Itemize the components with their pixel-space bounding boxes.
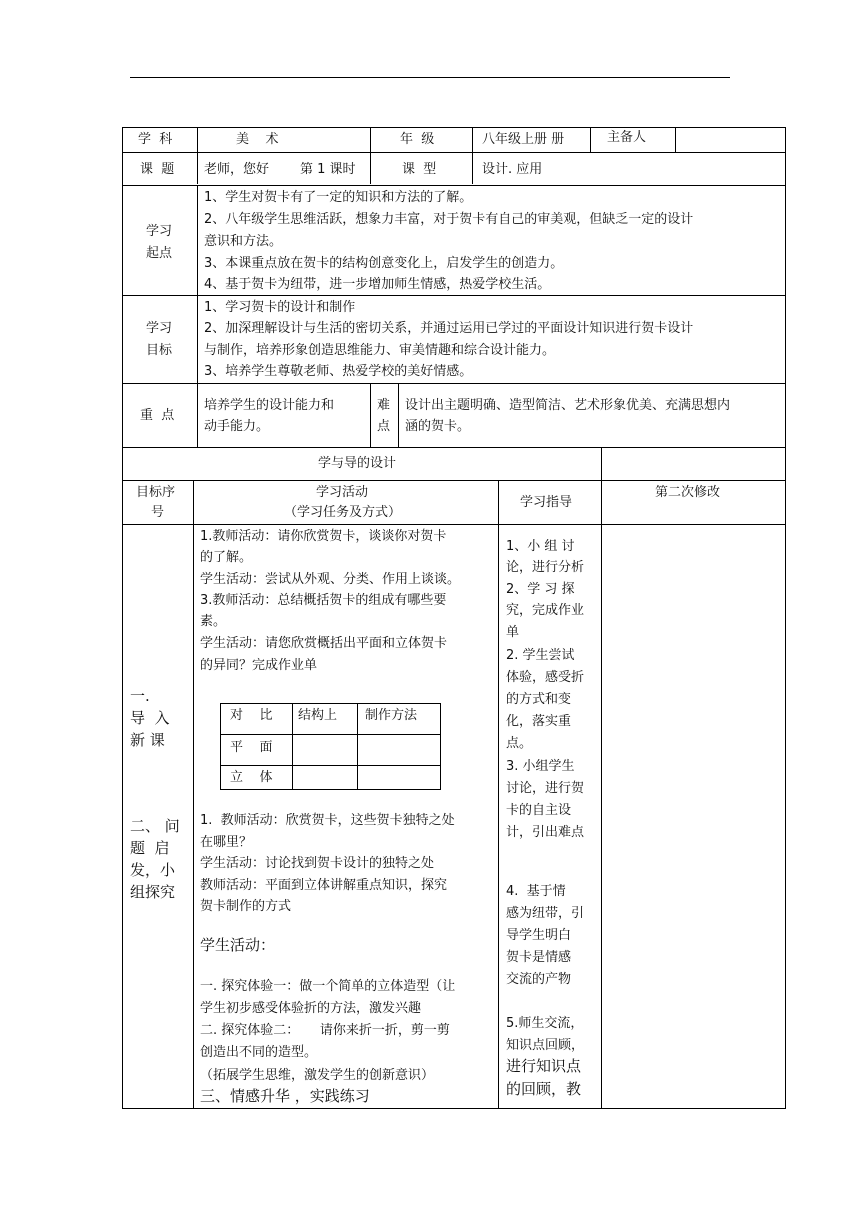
activity-line: 素。 [200, 614, 227, 629]
activity-line: 的异同？完成作业单 [200, 658, 318, 673]
compare-header-contrast: 对 比 [230, 708, 273, 723]
guidance-line: 知识点回顾， [506, 1038, 585, 1053]
guidance-line: 卡的自主设 [506, 803, 572, 818]
guidance-line: 计，引出难点 [506, 825, 585, 840]
activity-line: 3.教师活动：总结概括贺卡的组成有哪些要 [200, 593, 447, 608]
type-value: 设计. 应用 [482, 162, 543, 177]
guidance-line: 3. 小组学生 [506, 759, 575, 774]
stage-1-label: 一. [130, 687, 150, 705]
guidance-line: 讨论，进行贺 [506, 781, 585, 796]
stage-2-label: 二、 问 [130, 817, 180, 835]
difficult-points-text: 涵的贺卡。 [405, 419, 471, 434]
column-guide-header: 学习指导 [520, 495, 573, 510]
guidance-line: 导学生明白 [506, 928, 572, 943]
guidance-line: 4. 基于情 [506, 884, 566, 899]
guidance-line: 交流的产物 [506, 972, 572, 987]
goal-line: 3、培养学生尊敬老师、热爱学校的美好情感。 [204, 364, 473, 379]
guidance-line: 1、小 组 讨 [506, 539, 575, 554]
key-points-text: 培养学生的设计能力和 [204, 398, 335, 413]
starting-point-label-2: 起点 [146, 246, 173, 261]
starting-point-line: 3、本课重点放在贺卡的结构创意变化上，启发学生的创造力。 [204, 256, 564, 271]
goals-label-1: 学习 [146, 321, 173, 336]
starting-point-line: 4、基于贺卡为纽带，进一步增加师生情感，热爱学校生活。 [204, 277, 551, 292]
activity-line: 一. 探究体验一：做一个简单的立体造型（让 [200, 979, 456, 994]
compare-header-structure: 结构上 [298, 708, 338, 723]
guidance-line: 2. 学生尝试 [506, 648, 575, 663]
stage-1-label: 新 课 [130, 731, 165, 749]
activity-line: 二. 探究体验二： 请你来折一折，剪一剪 [200, 1023, 450, 1038]
activity-line: 的了解。 [200, 550, 253, 565]
guidance-line: 点。 [506, 736, 533, 751]
stage-1-label: 导 入 [130, 709, 170, 727]
compare-row-3d: 立 体 [230, 770, 273, 785]
topic-label: 课 题 [140, 162, 175, 177]
guidance-line: 感为纽带，引 [506, 906, 585, 921]
compare-row-flat: 平 面 [230, 740, 273, 755]
page-header-rule [130, 77, 730, 78]
difficult-points-label: 难 [377, 398, 391, 413]
stage-2-label: 题 启 [130, 839, 170, 857]
activity-line: 创造出不同的造型。 [200, 1045, 318, 1060]
starting-point-line: 2、八年级学生思维活跃，想象力丰富，对于贺卡有自己的审美观，但缺乏一定的设计 [204, 212, 694, 227]
activity-line: 贺卡制作的方式 [200, 899, 292, 914]
subject-value: 美 术 [236, 132, 279, 147]
grade-label: 年 级 [400, 132, 435, 147]
guidance-line: 体验，感受折 [506, 670, 585, 685]
goals-label-2: 目标 [146, 343, 173, 358]
key-points-text: 动手能力。 [204, 419, 270, 434]
column-activity-header: 学习活动 [316, 485, 369, 500]
column-activity-header: （学习任务及方式） [284, 505, 402, 520]
activity-line: 学生活动：讨论找到贺卡设计的独特之处 [200, 856, 435, 871]
activity-line: 学生活动：请您欣赏概括出平面和立体贺卡 [200, 636, 448, 651]
guidance-line: 单 [506, 625, 520, 640]
column-goal-header: 号 [151, 505, 165, 520]
guidance-line: 的回顾，教 [506, 1080, 582, 1098]
guidance-line: 进行知识点 [506, 1057, 582, 1075]
activity-line: 学生初步感受体验折的方法，激发兴趣 [200, 1001, 422, 1016]
column-revision-header: 第二次修改 [655, 485, 721, 500]
goal-line: 1、学习贺卡的设计和制作 [204, 300, 356, 315]
starting-point-line: 意识和方法。 [204, 234, 283, 249]
guidance-line: 的方式和变 [506, 692, 572, 707]
difficult-points-text: 设计出主题明确、造型简洁、艺术形象优美、充满思想内 [405, 398, 731, 413]
goal-line: 2、加深理解设计与生活的密切关系，并通过运用已学过的平面设计知识进行贺卡设计 [204, 321, 694, 336]
difficult-points-label: 点 [377, 419, 391, 434]
guidance-line: 论，进行分析 [506, 560, 585, 575]
key-points-label: 重 点 [140, 408, 175, 423]
starting-point-line: 1、学生对贺卡有了一定的知识和方法的了解。 [204, 190, 473, 205]
subject-label: 学 科 [138, 132, 173, 147]
activity-line: 学生活动：尝试从外观、分类、作用上谈谈。 [200, 572, 461, 587]
column-goal-header: 目标序 [136, 485, 176, 500]
guidance-line: 2、学 习 探 [506, 582, 575, 597]
activity-heading: 学生活动： [200, 936, 276, 954]
topic-value: 老师，您好 [204, 162, 270, 177]
grade-value: 八年级上册 册 [482, 132, 565, 147]
activity-line: 教师活动：平面到立体讲解重点知识，探究 [200, 878, 448, 893]
compare-header-method: 制作方法 [365, 708, 418, 723]
activity-line: 在哪里？ [200, 835, 253, 850]
stage-2-label: 发，小 [130, 861, 176, 879]
starting-point-label-1: 学习 [146, 224, 173, 239]
guidance-line: 究，完成作业 [506, 603, 585, 618]
stage-2-label: 组探究 [130, 883, 176, 901]
guidance-line: 化，落实重 [506, 714, 572, 729]
design-section-title: 学与导的设计 [318, 456, 397, 471]
type-label: 课 型 [402, 162, 437, 177]
preparer-label: 主备人 [607, 130, 647, 145]
guidance-line: 贺卡是情感 [506, 950, 572, 965]
lesson-number: 第 1 课时 [300, 162, 356, 177]
goal-line: 与制作，培养形象创造思维能力、审美情趣和综合设计能力。 [204, 343, 556, 358]
activity-heading: 三、情感升华 ，实践练习 [200, 1087, 370, 1105]
activity-line: 1.教师活动：请你欣赏贺卡，谈谈你对贺卡 [200, 529, 447, 544]
guidance-line: 5.师生交流， [506, 1016, 584, 1031]
activity-line: （拓展学生思维，激发学生的创新意识） [200, 1068, 435, 1083]
activity-line: 1. 教师活动：欣赏贺卡，这些贺卡独特之处 [200, 813, 455, 828]
